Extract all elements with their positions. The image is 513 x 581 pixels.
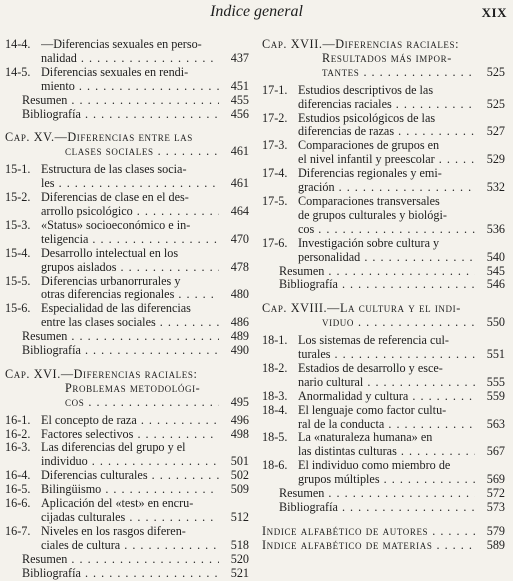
entry-page-number: 461	[230, 176, 249, 191]
entry-text-line: entre las clases sociales . . .	[41, 316, 219, 330]
entry-page-number: 520	[230, 551, 249, 566]
backmatter-entry	[5, 108, 249, 122]
chapter-entry	[5, 131, 249, 159]
entry-text-line: Cap. XVIII.—La cultura y el indi-	[262, 302, 461, 316]
entry-text-line: el nivel infantil y preescolar . . .	[298, 153, 475, 167]
entry-text-line: teligencia . . .	[41, 233, 219, 247]
entry-text-line: grupos múltiples . . .	[298, 473, 475, 487]
entry-page-number: 536	[486, 221, 505, 236]
entry-text-line: grupos aislados . . .	[41, 261, 219, 275]
section-number: 17-4.	[262, 166, 288, 181]
section-number: 15-2.	[5, 190, 31, 205]
entry-text-line: diferencias de razas . . .	[298, 125, 475, 139]
section-number: 16-4.	[5, 468, 31, 483]
chapter-entry	[262, 302, 505, 330]
entry-page-number: 545	[486, 263, 505, 278]
entry-page-number: 589	[486, 537, 505, 552]
section-number: 17-5.	[262, 193, 288, 208]
entry-text-line: Cap. XVII.—Diferencias raciales:	[262, 38, 460, 51]
entry-text-line: Diferencias sexuales en rendi-	[41, 65, 189, 79]
entry-text-line: de grupos culturales y biológi-	[298, 208, 447, 222]
section-entry	[262, 362, 505, 390]
section-entry	[5, 219, 249, 247]
section-entry	[262, 195, 505, 237]
index-entry	[262, 539, 505, 553]
entry-text-line: Resumen . . .	[22, 553, 219, 567]
entry-text-line: El lenguaje como factor cultu-	[298, 403, 447, 417]
entry-text-line: Resumen . . .	[279, 487, 475, 501]
entry-text-line: Comparaciones transversales	[298, 194, 440, 208]
entry-page-number: 525	[486, 96, 505, 111]
section-entry	[262, 334, 505, 362]
chapter-entry	[262, 38, 505, 80]
entry-text-line: turales . . .	[298, 348, 475, 362]
entry-text-line: Resumen . . .	[279, 265, 475, 279]
entry-text-line: Bibliografía . . .	[22, 108, 219, 122]
entry-text-line: nario cultural . . .	[298, 376, 475, 390]
entry-page-number: 455	[230, 92, 249, 107]
entry-page-number: 527	[486, 124, 505, 139]
entry-text-line: «Status» socioeconómico e in-	[41, 218, 191, 232]
section-entry	[262, 167, 505, 195]
entry-page-number: 490	[230, 343, 249, 358]
entry-page-number: 567	[486, 444, 505, 459]
entry-text-line: Estudios descriptivos de las	[298, 83, 434, 97]
entry-page-number: 550	[486, 315, 505, 330]
entry-text-line: Indice alfabético de autores . . .	[262, 525, 475, 539]
entry-page-number: 456	[230, 106, 249, 121]
backmatter-entry	[262, 501, 505, 515]
backmatter-entry	[5, 344, 249, 358]
section-entry	[5, 191, 249, 219]
page-number: XIX	[481, 5, 507, 20]
section-number: 16-3.	[5, 440, 31, 455]
section-number: 15-6.	[5, 301, 31, 316]
entry-text-line: individuo . . .	[41, 455, 219, 469]
backmatter-entry	[262, 265, 505, 279]
section-entry	[5, 414, 249, 428]
section-entry	[262, 237, 505, 265]
entry-page-number: 546	[486, 277, 505, 292]
entry-text-line: Diferencias de clase en el des-	[41, 191, 189, 205]
section-entry	[5, 441, 249, 469]
entry-text-line: Las diferencias del grupo y el	[41, 441, 186, 455]
entry-page-number: 569	[486, 472, 505, 487]
entry-page-number: 572	[486, 486, 505, 501]
section-entry	[262, 84, 505, 112]
entry-text-line: tantes . . .	[262, 66, 475, 80]
entry-text-line: Problemas metodológi-	[65, 381, 201, 395]
entry-text-line: Bibliografía . . .	[22, 344, 219, 358]
entry-page-number: 551	[486, 347, 505, 362]
section-number: 18-6.	[262, 458, 288, 473]
entry-text-line: Factores selectivos . . .	[41, 428, 219, 442]
entry-text-line: miento . . .	[41, 80, 219, 94]
section-entry	[262, 112, 505, 140]
entry-text-line: Niveles en los rasgos diferen-	[41, 524, 186, 538]
entry-page-number: 555	[486, 374, 505, 389]
section-entry	[262, 139, 505, 167]
entry-page-number: 518	[230, 537, 249, 552]
entry-page-number: 532	[486, 180, 505, 195]
entry-text-line: Comparaciones de grupos en	[298, 139, 440, 153]
entry-text-line: Bilingüismo . . .	[41, 483, 219, 497]
entry-text-line: Cap. XV.—Diferencias entre las	[5, 131, 193, 145]
entry-page-number: 501	[230, 454, 249, 469]
section-number: 17-6.	[262, 235, 288, 250]
entry-page-number: 529	[486, 152, 505, 167]
section-entry	[5, 469, 249, 483]
entry-page-number: 579	[486, 523, 505, 538]
section-number: 15-4.	[5, 245, 31, 260]
section-entry	[5, 275, 249, 303]
section-number: 18-1.	[262, 333, 288, 348]
entry-text-line: Anormalidad y cultura . . .	[298, 390, 475, 404]
entry-text-line: las distintas culturas . . .	[298, 445, 475, 459]
entry-text-line: diferencias raciales . . .	[298, 98, 475, 112]
section-number: 16-2.	[5, 426, 31, 441]
entry-text-line: personalidad . . .	[298, 251, 475, 265]
entry-page-number: 573	[486, 500, 505, 514]
running-header-title: Indice general	[210, 3, 303, 20]
section-entry	[5, 525, 249, 553]
section-number: 14-5.	[5, 64, 31, 79]
entry-text-line: Desarrollo intelectual en los	[41, 246, 179, 260]
section-number: 16-7.	[5, 523, 31, 538]
entry-text-line: El concepto de raza . . .	[41, 414, 219, 428]
entry-page-number: 509	[230, 482, 249, 497]
toc-column-left	[5, 38, 249, 581]
entry-page-number: 502	[230, 468, 249, 483]
section-number: 17-2.	[262, 110, 288, 125]
section-number: 18-3.	[262, 388, 288, 403]
entry-text-line: Investigación sobre cultura y	[298, 236, 440, 250]
entry-text-line: les . . .	[41, 177, 219, 191]
entry-page-number: 464	[230, 203, 249, 218]
backmatter-entry	[5, 567, 249, 581]
entry-text-line: cos . . .	[5, 396, 219, 410]
entry-text-line: Diferencias urbanorrurales y	[41, 274, 181, 288]
section-number: 15-5.	[5, 273, 31, 288]
entry-page-number: 540	[486, 249, 505, 264]
backmatter-entry	[262, 278, 505, 292]
section-number: 14-4.	[5, 37, 31, 51]
entry-text-line: viduo . . .	[262, 316, 475, 330]
chapter-entry	[5, 368, 249, 410]
section-entry	[262, 431, 505, 459]
entry-page-number: 512	[230, 510, 249, 524]
backmatter-entry	[5, 94, 249, 108]
entry-text-line: Resumen . . .	[22, 94, 219, 108]
entry-text-line: arrollo psicológico . . .	[41, 205, 219, 219]
section-number: 15-3.	[5, 217, 31, 232]
section-number: 15-1.	[5, 162, 31, 177]
entry-text-line: Diferencias regionales y emi-	[298, 167, 442, 181]
entry-page-number: 525	[486, 64, 505, 79]
entry-text-line: —Diferencias sexuales en perso-	[41, 38, 202, 51]
entry-text-line: Estudios psicológicos de las	[298, 111, 436, 125]
entry-text-line: Resumen . . .	[22, 330, 219, 344]
entry-text-line: Bibliografía . . .	[279, 278, 475, 292]
entry-text-line: gración . . .	[298, 181, 475, 195]
entry-text-line: ral de la conducta . . .	[298, 418, 475, 432]
section-entry	[5, 483, 249, 497]
section-number: 18-5.	[262, 430, 288, 445]
entry-text-line: clases sociales . . .	[5, 145, 219, 159]
section-entry	[262, 459, 505, 487]
section-number: 17-1.	[262, 82, 288, 97]
entry-page-number: 461	[230, 144, 249, 159]
section-entry	[5, 247, 249, 275]
entry-text-line: Resultados más impor-	[322, 51, 452, 65]
entry-page-number: 559	[486, 388, 505, 403]
section-entry	[262, 404, 505, 432]
entry-text-line: Bibliografía . . .	[279, 501, 475, 515]
entry-page-number: 480	[230, 287, 249, 302]
section-entry	[5, 38, 249, 66]
entry-text-line: Aplicación del «test» en encru-	[41, 497, 194, 511]
entry-text-line: Diferencias culturales . . .	[41, 469, 219, 483]
backmatter-entry	[5, 330, 249, 344]
entry-page-number: 437	[230, 50, 249, 65]
entry-text-line: Los sistemas de referencia cul-	[298, 334, 449, 348]
entry-text-line: ciales de cultura . . .	[41, 539, 219, 553]
entry-text-line: Indice alfabético de materias . . .	[262, 539, 475, 553]
section-entry	[5, 497, 249, 525]
entry-page-number: 478	[230, 259, 249, 274]
section-entry	[262, 390, 505, 404]
entry-page-number: 486	[230, 315, 249, 330]
section-entry	[5, 302, 249, 330]
index-entry	[262, 525, 505, 539]
entry-page-number: 496	[230, 412, 249, 427]
entry-text-line: Cap. XVI.—Diferencias raciales:	[5, 367, 198, 381]
entry-page-number: 521	[230, 565, 249, 580]
entry-text-line: Estadios de desarrollo y esce-	[298, 361, 443, 375]
entry-text-line: otras diferencias regionales . . .	[41, 288, 219, 302]
entry-text-line: Estructura de las clases socia-	[41, 163, 187, 177]
section-entry	[5, 163, 249, 191]
section-number: 18-2.	[262, 360, 288, 375]
entry-page-number: 498	[230, 426, 249, 441]
section-number: 17-3.	[262, 138, 288, 153]
backmatter-entry	[262, 487, 505, 501]
section-number: 16-5.	[5, 482, 31, 497]
section-number: 16-1.	[5, 412, 31, 427]
entry-page-number: 451	[230, 78, 249, 93]
section-entry	[5, 66, 249, 94]
entry-page-number: 470	[230, 231, 249, 246]
entry-page-number: 489	[230, 329, 249, 344]
entry-text-line: La «naturaleza humana» en	[298, 431, 433, 445]
toc-column-right	[262, 38, 505, 553]
section-number: 16-6.	[5, 496, 31, 511]
entry-page-number: 495	[230, 394, 249, 409]
section-entry	[5, 428, 249, 442]
entry-page-number: 563	[486, 416, 505, 431]
entry-text-line: cijadas culturales . . .	[41, 511, 219, 525]
entry-text-line: Especialidad de las diferencias	[41, 302, 191, 316]
entry-text-line: cos . . .	[298, 223, 475, 237]
entry-text-line: nalidad . . .	[41, 52, 219, 66]
section-number: 18-4.	[262, 402, 288, 417]
entry-text-line: El individuo como miembro de	[298, 459, 451, 473]
entry-text-line: Bibliografía . . .	[22, 567, 219, 581]
